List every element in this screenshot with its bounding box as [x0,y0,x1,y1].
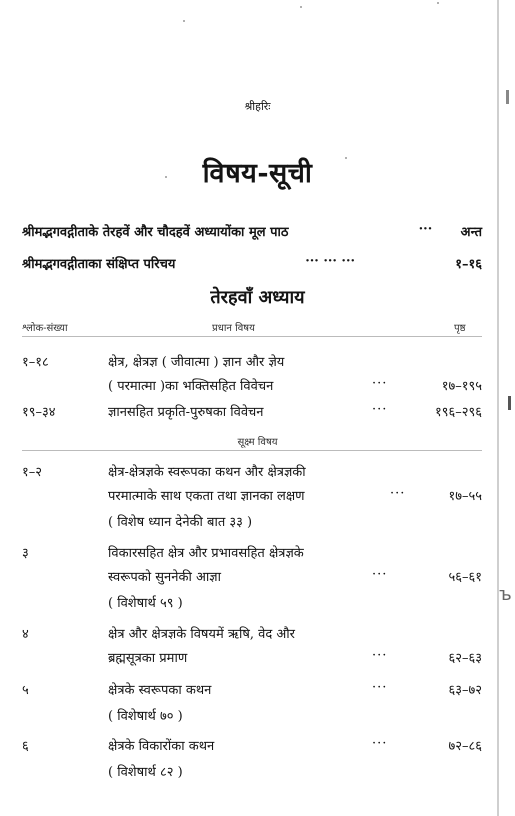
page-edge [497,0,499,816]
print-speck [300,6,302,8]
entry-note: ( विशेष ध्यान देनेकी बात ३३ ) [108,515,253,530]
verse-range: ६ [22,739,29,754]
entry-note: ( विशेषार्थ ५९ ) [108,596,183,611]
entry-pages: १–१६ [455,257,482,272]
leader-dots: ··· [372,736,388,751]
invocation-heading: श्रीहरिः [244,100,271,113]
subtopic-divider [22,450,482,451]
chapter-title: तेरहवाँ अध्याय [210,287,305,308]
entry-line: क्षेत्र और क्षेत्रज्ञके विषयमें ऋषि, वेद और [108,627,295,642]
leader-dots: ··· ··· ··· [305,254,356,269]
leader-dots: ··· [390,486,406,501]
leader-dots: ··· [372,567,388,582]
column-header-main-subject: प्रधान विषय [212,323,255,334]
entry-pages: १७–१९५ [441,379,482,394]
toc-entry-introduction [22,254,482,272]
verse-range: १–२ [22,465,43,480]
entry-line: स्वरूपको सुननेकी आज्ञा ··· ५६–६१ [108,567,482,585]
entry-line: विकारसहित क्षेत्र और प्रभावसहित क्षेत्रज्ञके [108,546,304,561]
leader-dots: ··· [418,222,433,237]
verse-range: ४ [22,627,29,642]
entry-pages: अन्त [460,225,482,240]
leader-dots: ··· [372,680,388,695]
entry-line: ( परमात्मा )का भक्तिसहित विवेचन ··· १७–१९५ [108,376,482,394]
entry-line: क्षेत्रके स्वरूपका कथन ··· ६३–७२ [108,680,482,698]
leader-dots: ··· [372,402,388,417]
verse-range: १९–३४ [22,405,56,420]
entry-note: ( विशेषार्थ ८२ ) [108,765,183,780]
edge-mark [508,396,511,410]
edge-glyph: ъ [499,584,512,605]
leader-dots: ··· [372,648,388,663]
column-header-page: पृष्ठ [454,323,466,334]
toc-entry-main-text [22,222,482,240]
entry-pages: ६३–७२ [448,683,482,698]
subtopic-header: सूक्ष्म विषय [237,437,278,448]
entry-line: क्षेत्र-क्षेत्रज्ञके स्वरूपका कथन और क्षेत्रज्ञकी [108,465,306,480]
verse-range: ५ [22,683,29,698]
entry-text: श्रीमद्भगवद्गीताके तेरहवें और चौदहवें अध्यायोंका मूल पाठ [22,225,289,240]
entry-text: श्रीमद्भगवद्गीताका संक्षिप्त परिचय [22,257,176,272]
entry-pages: १७–५५ [448,489,482,504]
print-speck [183,20,185,22]
entry-note: ( विशेषार्थ ७० ) [108,709,183,724]
entry-line: क्षेत्र, क्षेत्रज्ञ ( जीवात्मा ) ज्ञान और ज्ञेय [108,355,285,370]
entry-line: ज्ञानसहित प्रकृति-पुरुषका विवेचन ··· १९६–२९६ [108,402,482,420]
column-header-verse-count: श्लोक-संख्या [22,323,68,334]
print-speck [437,2,439,4]
entry-pages: ६२–६३ [448,651,482,666]
entry-pages: ७२–८६ [448,739,482,754]
leader-dots: ··· [372,376,388,391]
entry-line: परमात्माके साथ एकता तथा ज्ञानका लक्षण ··· १७–५५ [108,486,482,504]
entry-pages: १९६–२९६ [434,405,482,420]
page-title: विषय-सूची [202,158,313,189]
entry-line: ब्रह्मसूत्रका प्रमाण ··· ६२–६३ [108,648,482,666]
entry-line: क्षेत्रके विकारोंका कथन ··· ७२–८६ [108,736,482,754]
verse-range: १–१८ [22,355,49,370]
entry-pages: ५६–६१ [448,570,482,585]
verse-range: ३ [22,546,29,561]
header-divider [22,336,482,337]
